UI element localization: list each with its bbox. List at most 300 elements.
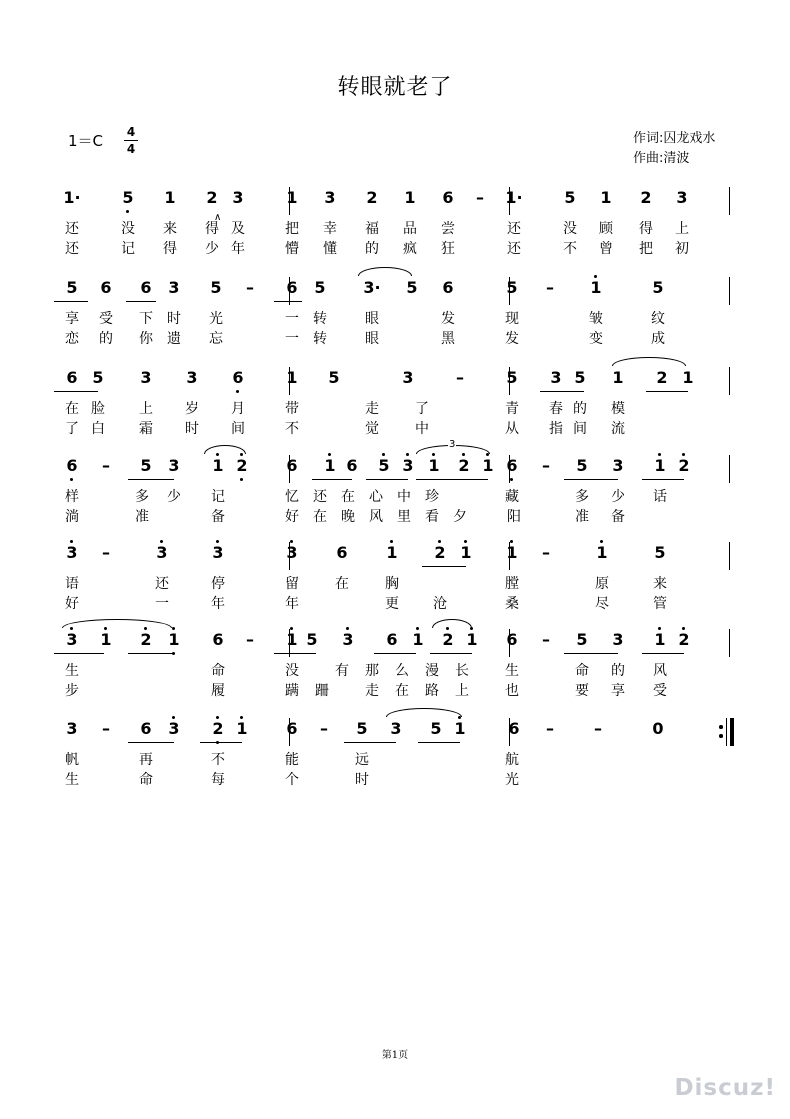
note: 1 (612, 368, 624, 387)
note: 6 (442, 278, 454, 297)
lyric-verse2: 命 (139, 772, 153, 788)
lyric-verse1: 航 (505, 752, 519, 768)
note: 6 (286, 278, 298, 297)
lyric-verse1: 命 (211, 663, 225, 679)
lyric-verse1: 走 (365, 401, 379, 417)
lyric-verse2: 要 (575, 683, 589, 699)
lyric-verse1: 心 (369, 489, 383, 505)
lyric-verse2: 个 (285, 772, 299, 788)
beam-underline (430, 653, 472, 654)
note: 0 (652, 719, 664, 738)
lyric-verse1: 上 (675, 221, 689, 237)
lyric-verse2: 准 (135, 509, 149, 525)
lyric-verse2: 每 (211, 772, 225, 788)
note: 5 (576, 456, 588, 475)
note: 3 (324, 188, 336, 207)
note: 1 (456, 544, 476, 562)
beam-underline (366, 479, 408, 480)
lyric-verse1: 青 (505, 401, 519, 417)
time-signature-bottom: 4 (126, 142, 136, 156)
lyric-verse1: 模 (611, 401, 625, 417)
final-barline (730, 718, 734, 746)
lyric-verse1: 在 (65, 401, 79, 417)
lyric-verse2: 准 (575, 509, 589, 525)
lyric-verse2: 路 (425, 683, 439, 699)
lyric-verse2: 尽 (595, 596, 609, 612)
note: 3 (282, 544, 302, 562)
note: 6 (212, 630, 224, 649)
lyric-verse1: 幸 (323, 221, 337, 237)
lyric-verse1: 在 (335, 576, 349, 592)
lyricist-credit: 作词:囚龙戏水 (633, 131, 716, 146)
beam-underline (128, 479, 174, 480)
note: 6 (386, 630, 398, 649)
lyric-verse2: 的 (99, 331, 113, 347)
lyric-verse2: 享 (611, 683, 625, 699)
music-system (62, 367, 730, 459)
repeat-sign (719, 722, 723, 742)
time-signature (124, 125, 138, 156)
lyric-verse2: 得 (163, 241, 177, 257)
lyric-verse2: 转 (313, 331, 327, 347)
barline (729, 367, 730, 395)
beam-underline (54, 301, 88, 302)
beam-underline (642, 479, 684, 480)
lyric-verse1: 多 (575, 489, 589, 505)
lyric-verse1: 在 (341, 489, 355, 505)
lyric-verse1: 多 (135, 489, 149, 505)
note: 2 (366, 188, 378, 207)
lyric-verse2: 间 (573, 421, 587, 437)
note: 2 (206, 188, 218, 207)
beam-underline (128, 653, 174, 654)
note: 3 (402, 368, 414, 387)
breath-mark: ∧ (214, 212, 222, 223)
note: 3 (164, 720, 184, 738)
music-system (62, 718, 730, 810)
watermark-logo: Discuz! (674, 1075, 776, 1101)
note: 5 (210, 278, 222, 297)
note: 5 (66, 278, 78, 297)
lyric-verse2: 桑 (505, 596, 519, 612)
lyric-verse2: 一 (285, 331, 299, 347)
lyric-verse1: 语 (65, 576, 79, 592)
lyric-verse1: 及 (231, 221, 245, 237)
note: 1 (286, 368, 298, 387)
note: 3· (363, 278, 381, 297)
lyric-verse2: 备 (211, 509, 225, 525)
note: 6 (140, 719, 152, 738)
lyric-verse1: 春 (549, 401, 563, 417)
note: 1 (164, 631, 184, 649)
lyric-verse1: 中 (397, 489, 411, 505)
lyric-verse1: 皱 (589, 311, 603, 327)
lyric-verse2: 记 (121, 241, 135, 257)
note: 2 (674, 457, 694, 475)
lyric-verse1: 停 (211, 576, 225, 592)
note: 6 (140, 278, 152, 297)
lyric-verse2: 流 (611, 421, 625, 437)
lyric-verse2: 好 (285, 509, 299, 525)
note: 3 (208, 544, 228, 562)
lyric-verse1: 还 (155, 576, 169, 592)
lyric-verse1: 帆 (65, 752, 79, 768)
lyric-verse1: 的 (611, 663, 625, 679)
lyric-verse1: 得 (639, 221, 653, 237)
beam-underline (344, 742, 396, 743)
beam-underline (540, 391, 584, 392)
note: 5 (564, 188, 576, 207)
note: 1 (478, 457, 498, 475)
note: 3 (186, 368, 198, 387)
music-system (62, 187, 730, 279)
lyric-verse2: 恋 (65, 331, 79, 347)
note: 3 (168, 456, 180, 475)
lyric-verse1: 有 (335, 663, 349, 679)
lyric-verse1: 风 (653, 663, 667, 679)
lyric-verse2: 间 (231, 421, 245, 437)
lyric-verse2: 少 (205, 241, 219, 257)
lyric-verse2: 走 (365, 683, 379, 699)
lyric-verse1: 现 (505, 311, 519, 327)
note: – (546, 719, 554, 738)
lyric-verse1: 少 (611, 489, 625, 505)
note: 5 (506, 278, 518, 297)
composer-credit: 作曲:清波 (633, 151, 690, 166)
lyric-verse1: 能 (285, 752, 299, 768)
lyric-verse2: 疯 (403, 241, 417, 257)
note: 1 (650, 457, 670, 475)
lyric-verse2: 狂 (441, 241, 455, 257)
beam-underline (422, 566, 466, 567)
lyric-verse2: 在 (313, 509, 327, 525)
barline (729, 455, 730, 483)
lyric-verse1: 品 (403, 221, 417, 237)
beam-underline (54, 653, 104, 654)
lyric-verse1: 还 (313, 489, 327, 505)
lyric-verse2: 淌 (65, 509, 79, 525)
lyric-verse2: 看 (425, 509, 439, 525)
note: 5 (654, 543, 666, 562)
note: 1 (282, 631, 302, 649)
lyric-verse1: 享 (65, 311, 79, 327)
barline (729, 629, 730, 657)
lyric-verse2: 好 (65, 596, 79, 612)
lyric-verse1: 没 (563, 221, 577, 237)
note: 3 (390, 719, 402, 738)
note: 1 (424, 457, 444, 475)
note: 3 (338, 631, 358, 649)
lyric-verse2: 晚 (341, 509, 355, 525)
note: – (320, 719, 328, 738)
beam-underline (642, 653, 684, 654)
lyric-verse2: 上 (455, 683, 469, 699)
lyric-verse1: 一 (285, 311, 299, 327)
lyric-verse2: 成 (651, 331, 665, 347)
lyric-verse1: 膛 (505, 576, 519, 592)
beam-underline (126, 301, 156, 302)
lyric-verse1: 忆 (285, 489, 299, 505)
note: 6 (442, 188, 454, 207)
key-signature: 1＝C (68, 132, 104, 150)
note: 6 (506, 630, 518, 649)
note: 1 (592, 544, 612, 562)
barline (729, 187, 730, 215)
lyric-verse2: 眼 (365, 331, 379, 347)
note: – (546, 278, 554, 297)
note: – (594, 719, 602, 738)
note: 5 (374, 457, 394, 475)
lyric-verse1: 那 (365, 663, 379, 679)
beam-underline (274, 301, 302, 302)
note: – (542, 543, 550, 562)
lyric-verse1: 转 (313, 311, 327, 327)
lyric-verse2: 跚 (315, 683, 329, 699)
lyric-verse1: 得 (205, 221, 219, 237)
note: – (246, 630, 254, 649)
lyric-verse2: 黑 (441, 331, 455, 347)
lyric-verse1: 脸 (91, 401, 105, 417)
note: 2 (438, 631, 458, 649)
lyric-verse1: 原 (595, 576, 609, 592)
note: 3 (62, 631, 82, 649)
lyric-verse1: 生 (65, 663, 79, 679)
note: 5 (140, 456, 152, 475)
note: – (542, 630, 550, 649)
note: 1 (462, 631, 482, 649)
note: 5 (356, 719, 368, 738)
lyric-verse1: 时 (167, 311, 181, 327)
note: 5 (576, 630, 588, 649)
note: – (102, 719, 110, 738)
lyric-verse2: 蹒 (285, 683, 299, 699)
lyric-verse1: 尝 (441, 221, 455, 237)
lyric-verse1: 纹 (651, 311, 665, 327)
note: 3 (168, 278, 180, 297)
lyric-verse2: 了 (65, 421, 79, 437)
lyric-verse2: 觉 (365, 421, 379, 437)
beam-underline (374, 653, 416, 654)
beam-underline (646, 391, 688, 392)
lyric-verse1: 远 (355, 752, 369, 768)
lyric-verse1: 记 (211, 489, 225, 505)
note: 1 (232, 720, 252, 738)
note: 2 (656, 368, 668, 387)
lyric-verse2: 年 (231, 241, 245, 257)
note: 5 (506, 368, 518, 387)
lyric-verse2: 从 (505, 421, 519, 437)
lyric-verse1: 胸 (385, 576, 399, 592)
lyric-verse2: 风 (369, 509, 383, 525)
lyric-verse1: 留 (285, 576, 299, 592)
lyric-verse1: 岁 (185, 401, 199, 417)
lyric-verse2: 曾 (599, 241, 613, 257)
lyric-verse2: 更 (385, 596, 399, 612)
lyric-verse2: 的 (365, 241, 379, 257)
lyric-verse2: 遗 (167, 331, 181, 347)
note: 3 (612, 456, 624, 475)
lyric-verse2: 初 (675, 241, 689, 257)
lyric-verse2: 年 (211, 596, 225, 612)
lyric-verse1: 来 (163, 221, 177, 237)
lyric-verse1: 带 (285, 401, 299, 417)
lyric-verse2: 不 (285, 421, 299, 437)
lyric-verse2: 把 (639, 241, 653, 257)
lyric-verse1: 月 (231, 401, 245, 417)
note: – (542, 456, 550, 475)
note: 3 (66, 719, 78, 738)
beam-underline (200, 742, 242, 743)
note: 1 (408, 631, 428, 649)
note: 3 (612, 630, 624, 649)
lyric-verse2: 在 (395, 683, 409, 699)
note: 1 (164, 188, 176, 207)
beam-underline (416, 479, 488, 480)
note: 3 (62, 544, 82, 562)
beam-underline (564, 479, 618, 480)
lyric-verse1: 藏 (505, 489, 519, 505)
lyric-verse2: 中 (415, 421, 429, 437)
lyric-verse2: 光 (505, 772, 519, 788)
note: 5 (118, 189, 138, 207)
note: 6 (502, 457, 522, 475)
lyric-verse1: 漫 (425, 663, 439, 679)
note: 5 (574, 368, 586, 387)
lyric-verse2: 懵 (285, 241, 299, 257)
lyric-verse2: 时 (185, 421, 199, 437)
lyric-verse1: 还 (65, 221, 79, 237)
note: 3 (550, 368, 562, 387)
lyric-verse2: 霜 (139, 421, 153, 437)
music-system (62, 542, 730, 634)
note: 3 (152, 544, 172, 562)
note: 6 (100, 278, 112, 297)
lyric-verse1: 么 (395, 663, 409, 679)
note: 6 (346, 456, 358, 475)
tuplet-number: 3 (449, 439, 456, 450)
lyric-verse2: 受 (653, 683, 667, 699)
note: 5 (406, 278, 418, 297)
barline (729, 277, 730, 305)
lyric-verse2: 时 (355, 772, 369, 788)
note: 6 (62, 457, 82, 475)
lyric-verse2: 懂 (323, 241, 337, 257)
lyric-verse1: 少 (167, 489, 181, 505)
lyric-verse1: 下 (139, 311, 153, 327)
lyric-verse1: 话 (653, 489, 667, 505)
lyric-verse1: 珍 (425, 489, 439, 505)
music-system (62, 277, 730, 369)
note: 5 (430, 719, 442, 738)
note: 2 (136, 631, 156, 649)
note: 2 (674, 631, 694, 649)
barline (729, 542, 730, 570)
beam-underline (274, 653, 316, 654)
note: 1 (286, 188, 298, 207)
lyric-verse1: 上 (139, 401, 153, 417)
music-system (62, 629, 730, 721)
lyric-verse1: 把 (285, 221, 299, 237)
note: – (246, 278, 254, 297)
music-system (62, 439, 730, 547)
note: 1· (63, 188, 81, 207)
note: 1 (502, 544, 522, 562)
lyric-verse1: 没 (285, 663, 299, 679)
beam-underline (564, 653, 618, 654)
note: 1 (650, 631, 670, 649)
note: 2 (640, 188, 652, 207)
note: 1 (682, 368, 694, 387)
lyric-verse1: 顾 (599, 221, 613, 237)
lyric-verse2: 变 (589, 331, 603, 347)
lyric-verse1: 命 (575, 663, 589, 679)
note: 2 (208, 720, 228, 738)
lyric-verse2: 阳 (507, 509, 521, 525)
lyric-verse1: 了 (415, 401, 429, 417)
lyric-verse2: 夕 (453, 509, 467, 525)
lyric-verse2: 备 (611, 509, 625, 525)
note: 1 (600, 188, 612, 207)
lyric-verse2: 你 (139, 331, 153, 347)
lyric-verse1: 不 (211, 752, 225, 768)
note: 1 (96, 631, 116, 649)
note: 2 (232, 457, 252, 475)
note: 3 (398, 457, 418, 475)
barline (726, 718, 727, 746)
note: 6 (228, 369, 248, 387)
beam-underline (54, 391, 98, 392)
lyric-verse1: 没 (121, 221, 135, 237)
note: 1 (450, 720, 470, 738)
lyric-verse1: 来 (653, 576, 667, 592)
note: 6 (286, 456, 298, 475)
lyric-verse2: 生 (65, 772, 79, 788)
lyric-verse1: 再 (139, 752, 153, 768)
lyric-verse1: 样 (65, 489, 79, 505)
song-title: 转眼就老了 (337, 75, 453, 100)
lyric-verse1: 生 (505, 663, 519, 679)
beam-underline (418, 742, 460, 743)
note: 5 (92, 368, 104, 387)
lyric-verse2: 管 (653, 596, 667, 612)
page-number: 第1页 (381, 1050, 409, 1061)
note: 6 (286, 719, 298, 738)
note: 1 (320, 457, 340, 475)
beam-underline (128, 742, 174, 743)
lyric-verse2: 年 (285, 596, 299, 612)
note: – (102, 456, 110, 475)
time-signature-top: 4 (126, 125, 136, 139)
lyric-verse1: 发 (441, 311, 455, 327)
note: 5 (328, 368, 340, 387)
lyric-verse2: 履 (211, 683, 225, 699)
lyric-verse2: 一 (155, 596, 169, 612)
note: – (102, 543, 110, 562)
lyric-verse1: 受 (99, 311, 113, 327)
note: 2 (454, 457, 474, 475)
lyric-verse1: 的 (573, 401, 587, 417)
lyric-verse2: 指 (549, 421, 563, 437)
beam-underline (312, 479, 352, 480)
note: 1 (586, 279, 606, 297)
note: 6 (508, 719, 520, 738)
note: 5 (314, 278, 326, 297)
lyric-verse2: 步 (65, 683, 79, 699)
note: 2 (430, 544, 450, 562)
note: 1 (208, 457, 228, 475)
lyric-verse1: 眼 (365, 311, 379, 327)
note: 3 (232, 188, 244, 207)
